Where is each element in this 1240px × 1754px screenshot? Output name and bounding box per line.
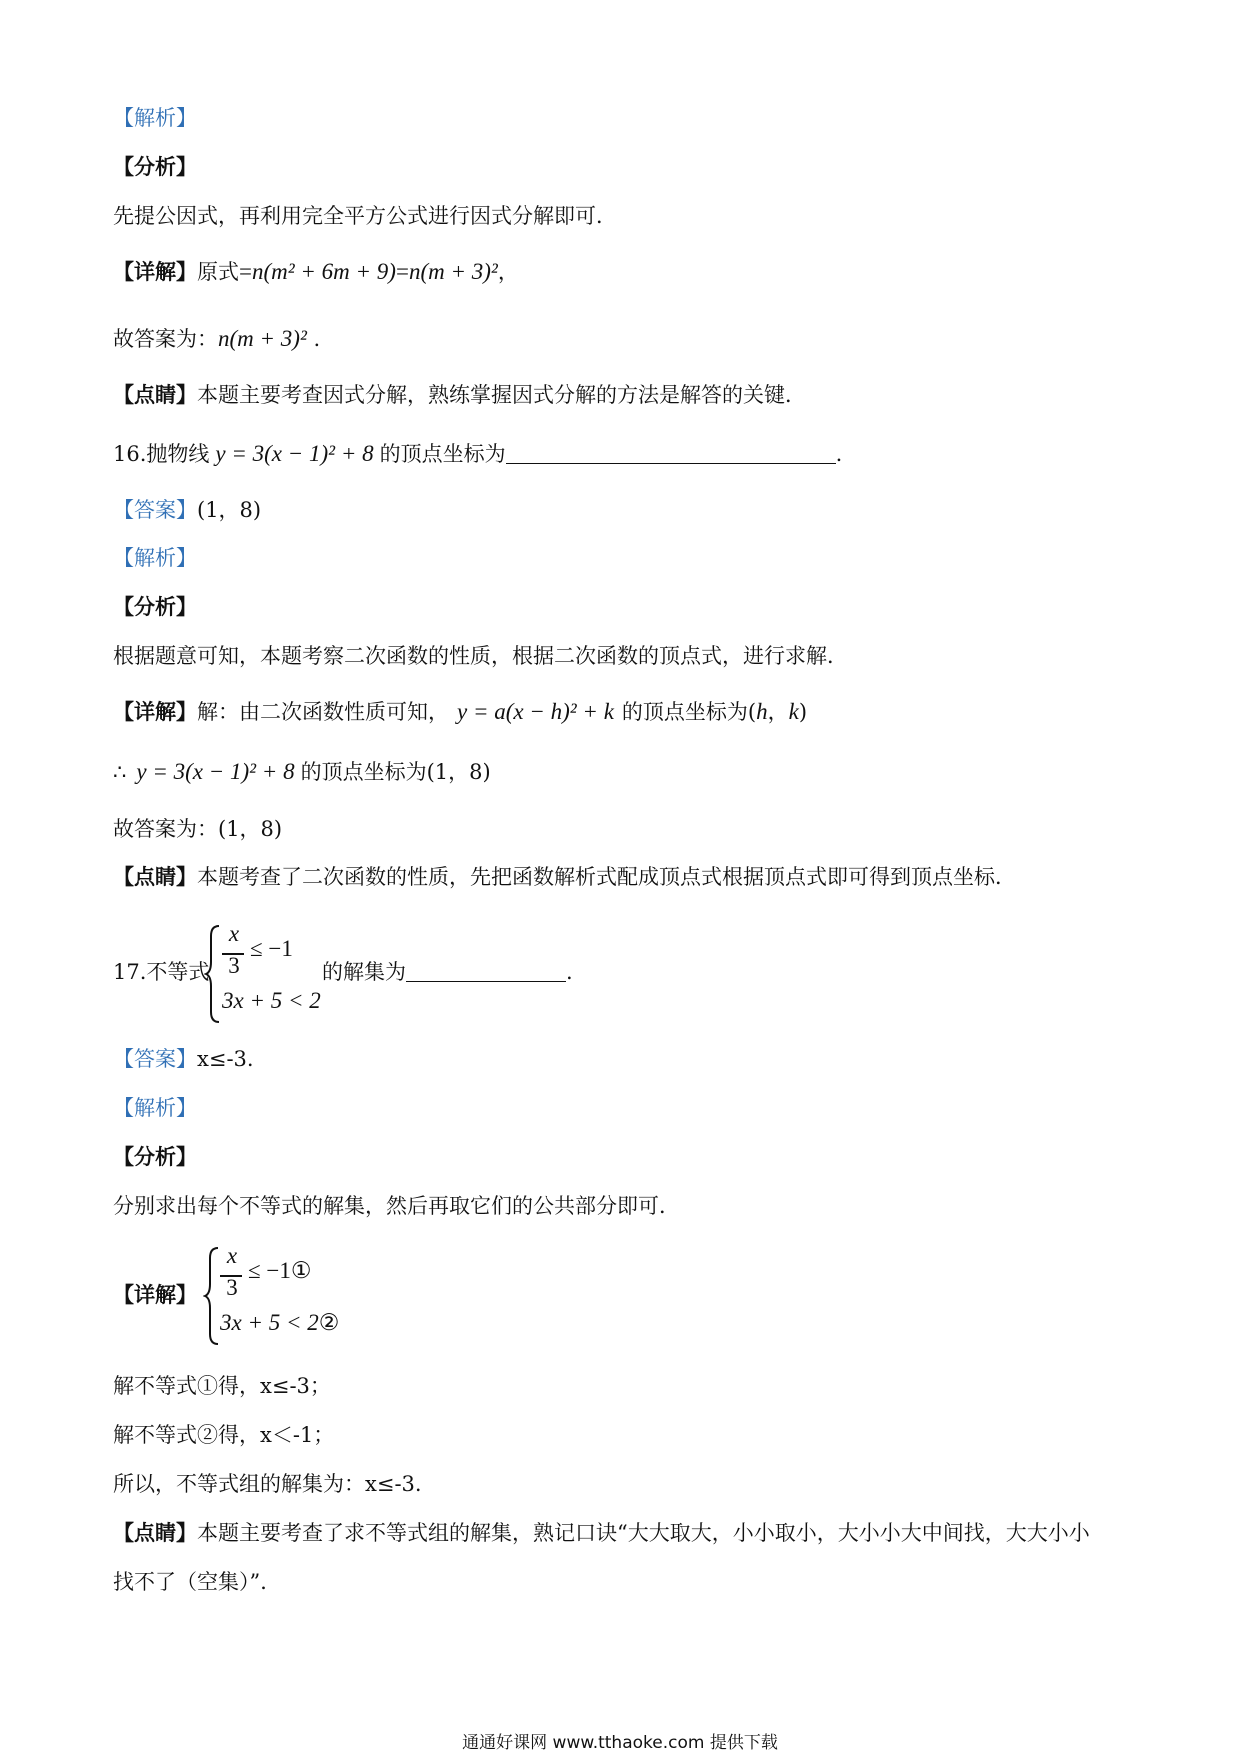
q17-step1: 解不等式①得，x≤-3； (113, 1374, 331, 1398)
q17-answer: x≤-3. (197, 1047, 254, 1071)
q17-answer-line (113, 1045, 254, 1073)
q17-detail-ineq2-text: 3x + 5 < 2 (220, 1310, 319, 1335)
q16-detail-sep: ， (767, 700, 789, 724)
q16-comment (113, 863, 1016, 891)
fenxi-tag: 【分析】 (113, 154, 197, 179)
q17-analysis: 分别求出每个不等式的解集，然后再取它们的公共部分即可． (113, 1194, 680, 1218)
q15-comment (113, 381, 806, 409)
q17-comment-text-1: 本题主要考查了求不等式组的解集，熟记口诀“大大取大，小小取小，大小小大中间找，大大小小 (197, 1521, 1090, 1545)
dianjing-tag: 【点睛】 (113, 1520, 197, 1545)
jiexi-tag: 【解析】 (113, 1096, 197, 1120)
q15-detail-math-2: n(m + 3)² (408, 259, 498, 284)
q17-ineq2: 3x + 5 < 2 (222, 988, 321, 1013)
q17-detail-ineq1-text: ≤ −1 (248, 1258, 291, 1283)
q15-detail-math-1: n(m² + 6m + 9) (251, 259, 396, 284)
circle-2: ② (318, 1310, 340, 1335)
daan-tag: 【答案】 (113, 1047, 197, 1071)
q16-detail-b: 的顶点坐标为( (621, 700, 757, 724)
q16-comment-text: 本题考查了二次函数的性质，先把函数解析式配成顶点式根据顶点式即可得到顶点坐标． (197, 865, 1016, 889)
therefore-symbol: ∴ (113, 760, 127, 784)
q17-comment-line2: 找不了（空集）”． (113, 1570, 282, 1594)
q17-detail-ineq2 (220, 1310, 339, 1336)
q17-stem-a: 不等式 (146, 960, 210, 984)
left-brace (203, 1246, 221, 1346)
q17-step2: 解不等式②得，x＜-1； (113, 1423, 335, 1447)
q17-stem-b: 的解集为 (322, 960, 406, 984)
circle-1: ① (290, 1258, 312, 1283)
q16-stem: 16.抛物线 y = 3(x − 1)² + 8 的顶点坐标为 . (113, 441, 843, 466)
left-brace (204, 924, 222, 1024)
q16-line2-b: 的顶点坐标为(1，8) (300, 760, 491, 784)
q17-stem-right: 的解集为 . (322, 960, 573, 984)
xiangjie-tag: 【详解】 (113, 1282, 197, 1307)
q17-stem-left (113, 958, 209, 986)
q17-detail-ineq1 (248, 1258, 311, 1284)
q16-detail-a: 解：由二次函数性质可知， (197, 700, 449, 724)
q15-answer: 故答案为：n(m + 3)² . (113, 326, 321, 351)
dianjing-tag: 【点睛】 (113, 382, 197, 407)
fenxi-tag: 【分析】 (113, 594, 197, 619)
fenxi-tag: 【分析】 (113, 1144, 197, 1169)
jiexi-tag: 【解析】 (113, 546, 197, 570)
q15-detail-prefix: 原式 (197, 260, 239, 284)
q17-detail-frac-num: x (226, 1243, 238, 1268)
q16-answer-line (113, 496, 261, 524)
q17-frac-den: 3 (228, 953, 240, 978)
q16-analysis: 根据题意可知，本题考察二次函数的性质，根据二次函数的顶点式，进行求解． (113, 644, 848, 668)
xiangjie-tag: 【详解】 (113, 699, 197, 724)
q16-line2-math: y = 3(x − 1)² + 8 (136, 759, 295, 784)
xiangjie-tag: 【详解】 (113, 259, 197, 284)
answer-blank[interactable] (406, 961, 566, 982)
q15-answer-math: n(m + 3)² (218, 326, 307, 351)
q17-step3: 所以，不等式组的解集为：x≤-3. (113, 1472, 422, 1496)
q17-number: 17. (113, 960, 147, 984)
q16-answer: (1，8) (197, 498, 262, 522)
q15-answer-prefix: 故答案为： (113, 327, 218, 351)
q17-comment-line1 (113, 1519, 1090, 1547)
q16-detail-h: h (756, 699, 768, 724)
q15-analysis: 先提公因式，再利用完全平方公式进行因式分解即可． (113, 204, 617, 228)
q17-frac-num: x (228, 921, 240, 946)
q16-number: 16. (113, 442, 147, 466)
q16-therefore-line (113, 758, 491, 786)
q16-detail-k: k (788, 699, 799, 724)
q15-comment-text: 本题主要考查因式分解，熟练掌握因式分解的方法是解答的关键． (197, 383, 806, 407)
q16-stem-a: 抛物线 (146, 442, 210, 466)
dianjing-tag: 【点睛】 (113, 864, 197, 889)
q16-detail: 【详解】解：由二次函数性质可知， y = a(x − h)² + k 的顶点坐标为(h，k) (113, 699, 808, 724)
q17-ineq1: ≤ −1 (250, 936, 293, 961)
q16-final: 故答案为：(1，8) (113, 817, 283, 841)
answer-blank[interactable] (506, 443, 836, 464)
jiexi-tag: 【解析】 (113, 106, 197, 130)
footer: 通通好课网 www.tthaoke.com 提供下载 (462, 1733, 778, 1753)
daan-tag: 【答案】 (113, 498, 197, 522)
q16-stem-b: 的顶点坐标为 (379, 442, 506, 466)
q17-detail-frac-den: 3 (226, 1275, 238, 1300)
q15-detail: 【详解】原式=n(m² + 6m + 9)=n(m + 3)²， (113, 259, 519, 284)
q16-detail-math: y = a(x − h)² + k (457, 699, 614, 724)
q16-stem-math: y = 3(x − 1)² + 8 (215, 441, 374, 466)
